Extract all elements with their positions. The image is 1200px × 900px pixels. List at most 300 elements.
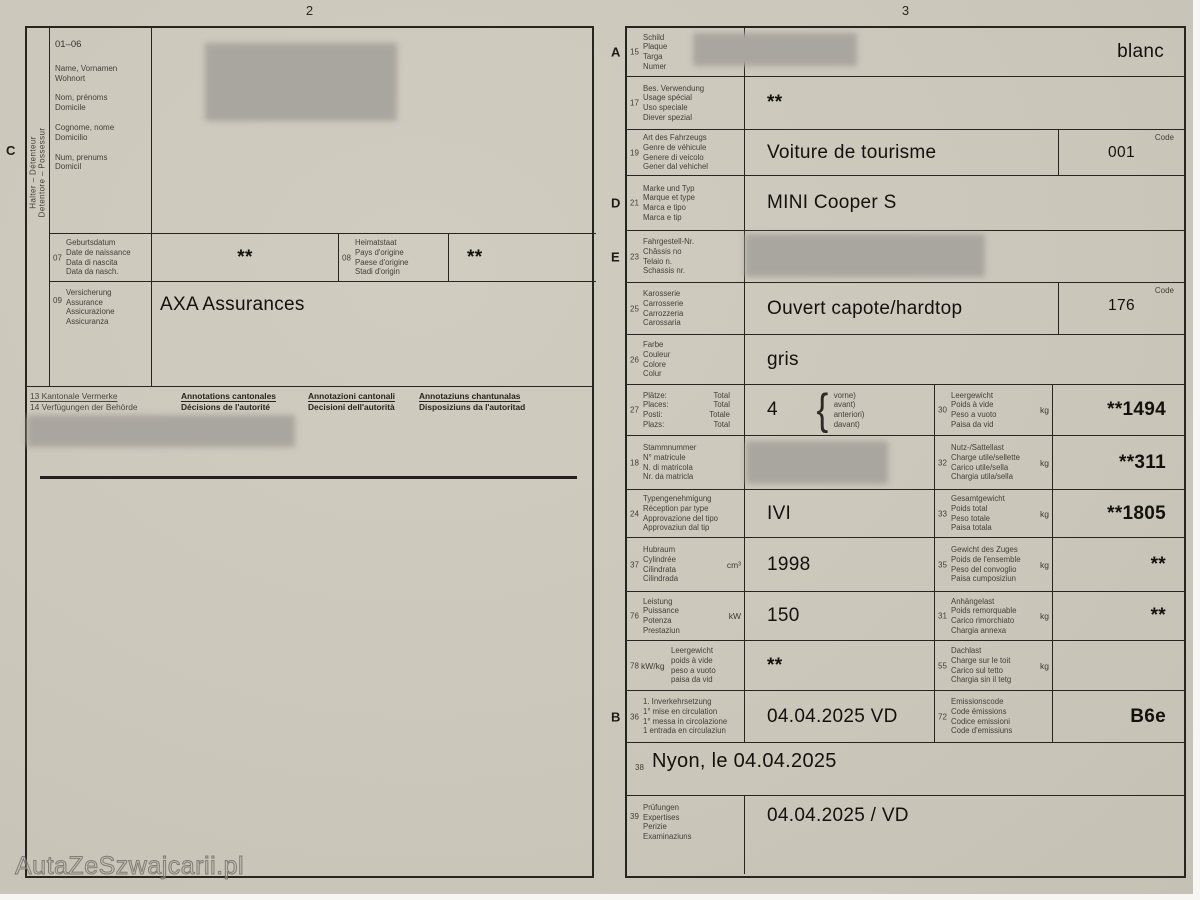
field-value: IVI <box>767 502 792 524</box>
origin-label-cell <box>339 234 449 281</box>
field-number: 31 <box>938 611 947 621</box>
label-line: Réception par type <box>643 503 709 513</box>
row-24 <box>627 489 1184 537</box>
label-line: avant) <box>833 400 856 410</box>
label-line: N. di matricola <box>643 462 693 472</box>
label-word: Plätze: <box>643 390 667 400</box>
label-line: Diever spezial <box>643 112 692 122</box>
field-value-cell-2 <box>1052 592 1184 640</box>
section-letter-a: A <box>611 44 621 60</box>
birthdate-label-cell <box>50 234 152 281</box>
section-letter-c: C <box>6 143 16 158</box>
field-number: 30 <box>938 405 947 415</box>
field-number: 35 <box>938 560 947 569</box>
label-line: Genere di veicolo <box>643 152 704 162</box>
field-label-cell-2 <box>934 436 1052 489</box>
label-line: Name, Vornamen <box>55 63 118 73</box>
field-label-cell <box>627 283 744 334</box>
horizontal-rule <box>40 476 577 479</box>
field-labels <box>643 796 744 881</box>
label-line: Peso del convoglio <box>951 564 1017 574</box>
label-line: Chargia annexa <box>951 625 1007 635</box>
label-line: Examinaziuns <box>643 831 692 841</box>
holder-label-cell <box>50 28 152 233</box>
label-line: Plaque <box>643 42 668 52</box>
seats-front-labels <box>834 391 865 429</box>
unit-label: kg <box>1040 611 1049 621</box>
code-cell <box>1058 283 1184 334</box>
unit-label: kg <box>1040 457 1049 468</box>
label-line: Châssis no <box>643 246 682 256</box>
label-line: Peso totale <box>951 513 991 523</box>
label-line: Paisa cumposiziun <box>951 574 1017 584</box>
label-line: Paisa da vid <box>951 419 994 429</box>
field-value-cell <box>744 176 1184 230</box>
label-line: Gesamtgewicht <box>951 494 1005 504</box>
field-labels <box>951 436 1052 489</box>
row-37 <box>627 537 1184 591</box>
label-line: Uso speciale <box>643 103 688 112</box>
label-line: Carico sul tetto <box>951 665 1004 675</box>
code-cell <box>1058 130 1184 175</box>
field-labels <box>951 538 1052 591</box>
field-labels <box>643 335 744 384</box>
rotated-label-possessor: Detentore – Possessur <box>37 127 47 218</box>
field-label-cell <box>627 436 744 489</box>
field-number: 19 <box>630 148 639 157</box>
field-number: 72 <box>938 712 947 721</box>
header-line: 14 Verfügungen der Behörde <box>30 402 138 412</box>
label-line: Gener dal vehichel <box>643 162 709 172</box>
label-line: Poids total <box>951 503 988 513</box>
unit-label: kg <box>1040 405 1049 415</box>
label-line: Poids remorquable <box>951 606 1017 616</box>
header-line: Disposiziuns da l'autoritad <box>419 402 526 412</box>
field-number: 36 <box>630 712 639 721</box>
header-line: Annotations cantonales <box>181 391 276 401</box>
label-line: Cylindrée <box>643 554 676 564</box>
field-labels <box>643 283 744 334</box>
field-number: 38 <box>635 763 644 772</box>
label-line: Colur <box>643 369 662 379</box>
unit-label: kg <box>1040 508 1049 519</box>
field-label-cell <box>627 490 744 537</box>
row-18 <box>627 435 1184 489</box>
insurance-label-cell <box>50 282 152 386</box>
label-line: Codice emissioni <box>951 716 1010 726</box>
label-line: Genre de véhicule <box>643 142 707 152</box>
field-label-cell-2 <box>934 538 1052 591</box>
label-line: Poids de l'ensemble <box>951 554 1021 564</box>
code-value: 176 <box>1107 297 1136 314</box>
field-label-cell-2 <box>934 641 1052 690</box>
row-27 <box>627 384 1184 435</box>
redaction-cantonal-note <box>27 415 295 447</box>
field-number: 33 <box>938 509 947 518</box>
label-line: Domicile <box>55 103 86 113</box>
label-line: Charge sur le toit <box>951 655 1011 665</box>
label-line: Emissionscode <box>951 697 1004 707</box>
code-label: Code <box>1154 286 1174 295</box>
field-number: 08 <box>342 253 351 262</box>
field-number: 32 <box>938 458 947 467</box>
field-labels <box>643 176 744 230</box>
label-line <box>643 400 744 410</box>
label-line: Cognome, nome <box>55 122 115 132</box>
header-line: Annotazioni cantonali <box>308 391 396 401</box>
redaction <box>745 234 985 277</box>
label-line: Puissance <box>643 606 679 616</box>
redaction-holder-name <box>205 43 397 121</box>
birthdate-value-cell <box>152 234 339 281</box>
brace-glyph: { <box>816 385 829 434</box>
row-17 <box>627 76 1184 129</box>
field-label-cell-2 <box>934 592 1052 640</box>
registration-page-2 <box>25 26 594 878</box>
field-number: 15 <box>630 47 639 57</box>
field-label-cell-2 <box>934 691 1052 742</box>
field-label-cell <box>627 641 744 690</box>
row-38 <box>627 742 1184 795</box>
label-line: Chargia utila/sella <box>951 472 1013 482</box>
label-word: Places: <box>643 400 669 410</box>
field-labels <box>951 691 1052 742</box>
label-line: Assicuranza <box>66 316 109 326</box>
field-labels <box>643 385 744 435</box>
label-line: Wohnort <box>55 73 86 83</box>
label-line <box>643 391 744 401</box>
label-line: Telaio n. <box>643 256 673 266</box>
label-line: Carossaria <box>643 318 681 328</box>
header-line: Annotaziuns chantunalas <box>419 391 521 401</box>
field-value-cell <box>744 77 1184 129</box>
field-value-cell <box>744 335 1184 384</box>
label-line: Karosserie <box>643 289 681 299</box>
unit-label: kW/kg <box>641 660 665 671</box>
label-line: Charge utile/sellette <box>951 452 1020 462</box>
label-line: Leistung <box>643 596 673 606</box>
label-line: Colore <box>643 359 666 369</box>
field-label-cell <box>627 592 744 640</box>
field-label-cell <box>627 130 744 175</box>
label-word: Total <box>713 419 730 429</box>
field-value-cell <box>744 691 934 742</box>
field-label-cell <box>627 77 744 129</box>
label-line: vorne) <box>833 390 856 400</box>
label-line: Chargia sin il tetg <box>951 675 1012 685</box>
code-label: Code <box>1154 133 1174 142</box>
label-line: Assurance <box>66 297 103 307</box>
cantonal-annotations-section <box>27 386 592 876</box>
cantonal-header-fr <box>181 391 276 413</box>
field-number: 25 <box>630 304 639 313</box>
birthdate-origin-row <box>50 234 596 282</box>
unit-label: kg <box>1040 660 1049 671</box>
label-line: Typengenehmigung <box>643 494 712 504</box>
field-value-cell-2 <box>1052 691 1184 742</box>
field-value-cell <box>744 385 934 435</box>
field-value-cell-2 <box>1052 538 1184 591</box>
field-number: 55 <box>938 661 947 670</box>
label-line: Carico utile/sella <box>951 462 1009 472</box>
label-line: Paese d'origine <box>355 257 409 267</box>
label-line: 1. Inverkehrsetzung <box>643 697 712 707</box>
label-line: Art des Fahrzeugs <box>643 133 707 143</box>
field-value-cell <box>744 641 934 690</box>
field-value: AXA Assurances <box>160 294 305 315</box>
label-line: Pays d'origine <box>355 247 404 257</box>
field-value: 1998 <box>767 553 811 575</box>
field-value: ** <box>767 92 783 113</box>
field-number: 21 <box>630 198 639 208</box>
field-labels <box>66 282 151 392</box>
field-labels <box>643 231 744 282</box>
field-value-cell-2 <box>1052 490 1184 537</box>
label-line: Carico rimorchiato <box>951 616 1015 625</box>
label-line: poids à vide <box>671 655 713 665</box>
field-number: 26 <box>630 355 639 364</box>
cantonal-header-it <box>308 391 395 413</box>
field-value: B6e <box>1130 705 1166 727</box>
field-value-cell-2 <box>1052 641 1184 690</box>
label-word: Total <box>713 400 730 410</box>
field-labels <box>951 490 1052 537</box>
field-value-cell <box>744 283 1058 334</box>
label-line: Paisa totala <box>951 523 992 533</box>
field-labels <box>951 385 1052 435</box>
field-number: 17 <box>630 98 639 108</box>
field-value: ** <box>467 246 483 268</box>
header-line: Decisioni dell'autorità <box>308 402 395 412</box>
label-line: Carrozzeria <box>643 308 684 318</box>
field-value: gris <box>767 348 799 370</box>
row-23 <box>611 230 1184 282</box>
label-word: Posti: <box>643 410 663 419</box>
field-label-cell <box>627 796 744 874</box>
unit-label: cm³ <box>726 559 741 570</box>
code-value: 001 <box>1107 144 1136 161</box>
field-number: 37 <box>630 560 639 569</box>
field-value: MINI Cooper S <box>767 192 897 213</box>
holder-labels <box>55 40 151 172</box>
header-line: 13 Kantonale Vermerke <box>30 391 118 401</box>
label-line: Stadi d'origin <box>355 267 400 277</box>
label-line: Data di nascita <box>66 257 118 267</box>
label-line: Dachlast <box>951 646 982 656</box>
cantonal-header-de <box>30 391 138 413</box>
redaction <box>746 441 888 484</box>
label-line: Perizie <box>643 822 667 832</box>
field-value-cell-2 <box>1052 436 1184 489</box>
label-line: Domicilio <box>55 132 88 142</box>
field-value: Ouvert capote/hardtop <box>767 297 963 319</box>
label-line: Fahrgestell-Nr. <box>643 237 695 247</box>
label-line: Farbe <box>643 340 664 350</box>
field-label-cell <box>627 231 744 282</box>
label-line: Numer <box>643 61 667 71</box>
field-number: 27 <box>630 405 639 415</box>
field-number: 18 <box>630 458 639 467</box>
header-line: Décisions de l'autorité <box>181 402 271 412</box>
cantonal-header-rm <box>419 391 525 413</box>
field-value: 150 <box>767 605 800 626</box>
label-line: Heimatstaat <box>355 238 397 248</box>
page-number-left: 2 <box>305 3 314 18</box>
label-line: Gewicht des Zuges <box>951 545 1018 555</box>
label-line: Code d'emissiuns <box>951 726 1013 736</box>
watermark: AutaZeSzwajcarii.pl <box>15 852 245 880</box>
row-36 <box>611 690 1184 742</box>
unit-label: kg <box>1040 559 1049 570</box>
field-label-cell-2 <box>934 385 1052 435</box>
label-line: Prestaziun <box>643 625 680 635</box>
label-line: Marque et type <box>643 193 696 203</box>
field-value-cell-2 <box>1052 385 1184 435</box>
field-value: **311 <box>1119 451 1166 473</box>
label-line: Cilindrada <box>643 574 679 584</box>
label-line: Schassis nr. <box>643 266 686 276</box>
row-26 <box>627 334 1184 384</box>
row-39 <box>627 795 1184 874</box>
label-line: davant) <box>833 419 860 429</box>
unit-label: kW <box>728 611 741 621</box>
insurance-row <box>50 282 596 386</box>
label-line: Poids à vide <box>951 400 994 410</box>
label-line: Assicurazione <box>66 307 115 317</box>
field-number: 01–06 <box>55 39 82 50</box>
label-line: Cilindrata <box>643 564 676 574</box>
label-word: Total <box>713 390 730 400</box>
field-labels <box>643 490 744 537</box>
redaction <box>693 33 857 66</box>
field-value: 4 <box>767 399 778 420</box>
field-labels <box>643 130 744 175</box>
label-line: Num, prenums <box>55 152 108 162</box>
label-line: Targa <box>643 52 663 61</box>
row-25 <box>627 282 1184 334</box>
field-value: **1805 <box>1107 502 1166 524</box>
label-line: Domicil <box>55 162 82 172</box>
field-labels <box>951 641 1052 690</box>
section-letter-b: B <box>611 709 621 724</box>
label-line: Nutz-/Sattellast <box>951 443 1004 453</box>
field-label-cell <box>627 385 744 435</box>
field-labels <box>355 234 448 281</box>
field-value-cell <box>744 592 934 640</box>
field-labels <box>643 77 744 129</box>
field-number: 78 <box>630 661 639 670</box>
label-line: Schild <box>643 32 665 42</box>
section-letter-e: E <box>611 249 620 264</box>
label-line: Marca e tipo <box>643 203 686 212</box>
label-line: Hubraum <box>643 545 676 555</box>
label-line: 1° messa in circolazione <box>643 716 728 726</box>
field-label-cell <box>627 176 744 230</box>
field-labels <box>643 436 744 489</box>
field-value-cell <box>744 490 934 537</box>
row-21 <box>611 175 1184 230</box>
field-value: ** <box>767 654 783 676</box>
label-line: anteriori) <box>833 410 865 419</box>
field-number: 09 <box>53 296 62 305</box>
field-value: **1494 <box>1107 399 1166 420</box>
field-number: 39 <box>630 812 639 821</box>
label-line: paisa da vid <box>671 675 713 685</box>
rotated-label-holder: Halter – Détenteur <box>28 136 38 209</box>
field-value: ** <box>237 246 253 268</box>
label-line: 1° mise en circulation <box>643 706 718 716</box>
section-letter-d: D <box>611 195 621 211</box>
field-value-right: blanc <box>1117 41 1164 62</box>
label-line: Versicherung <box>66 288 112 297</box>
field-value-cell <box>744 130 1058 175</box>
seats-front-group <box>815 385 865 434</box>
label-line: Approvaziun dal tip <box>643 523 710 533</box>
holder-rotated-strip <box>27 28 50 386</box>
field-value: Voiture de tourisme <box>767 141 937 163</box>
label-line <box>643 410 744 420</box>
label-line: Potenza <box>643 616 672 625</box>
label-line: Usage spécial <box>643 93 692 103</box>
origin-value-cell <box>449 234 596 281</box>
label-line <box>643 420 744 430</box>
field-value-cell <box>744 538 934 591</box>
label-line: 1 entrada en circulaziun <box>643 726 726 736</box>
field-labels <box>951 592 1052 640</box>
field-number: 07 <box>53 253 62 262</box>
row-19 <box>627 129 1184 175</box>
registration-page-3 <box>611 26 1186 878</box>
label-line: Couleur <box>643 349 671 359</box>
field-number: 76 <box>630 611 639 621</box>
label-line: Bes. Verwendung <box>643 83 705 93</box>
label-line: Date de naissance <box>66 247 131 257</box>
field-label-cell <box>627 335 744 384</box>
label-line: Prüfungen <box>643 803 679 812</box>
label-word: Plazs: <box>643 419 665 429</box>
label-line: Marke und Typ <box>643 183 695 193</box>
field-labels <box>643 691 744 742</box>
label-line: Geburtsdatum <box>66 238 116 248</box>
field-labels <box>671 641 744 690</box>
insurance-value-cell <box>152 282 596 386</box>
field-number: 23 <box>630 252 639 261</box>
label-line: Leergewicht <box>951 390 994 400</box>
page-number-right: 3 <box>901 3 910 18</box>
label-line: peso a vuoto <box>671 665 716 675</box>
label-line: Carrosserie <box>643 298 684 308</box>
label-line: Leergewicht <box>671 646 714 656</box>
label-line: Approvazione del tipo <box>643 513 718 523</box>
label-line: Nom, prénoms <box>55 93 108 103</box>
field-value: ** <box>1150 553 1166 575</box>
field-value: 04.04.2025 / VD <box>767 805 909 826</box>
label-line: Nr. da matricla <box>643 472 694 482</box>
row-78 <box>627 640 1184 690</box>
label-line: Code émissions <box>951 706 1007 716</box>
row-15 <box>611 28 1184 76</box>
field-label-cell-2 <box>934 490 1052 537</box>
label-word: Totale <box>709 410 730 419</box>
field-label-cell <box>627 691 744 742</box>
label-line: Marca e tip <box>643 212 682 222</box>
label-line: Anhängelast <box>951 596 995 606</box>
row-76 <box>627 591 1184 640</box>
field-value-cell <box>744 796 1184 874</box>
label-line: N° matricule <box>643 452 686 462</box>
field-number: 24 <box>630 509 639 518</box>
field-labels <box>66 234 151 281</box>
